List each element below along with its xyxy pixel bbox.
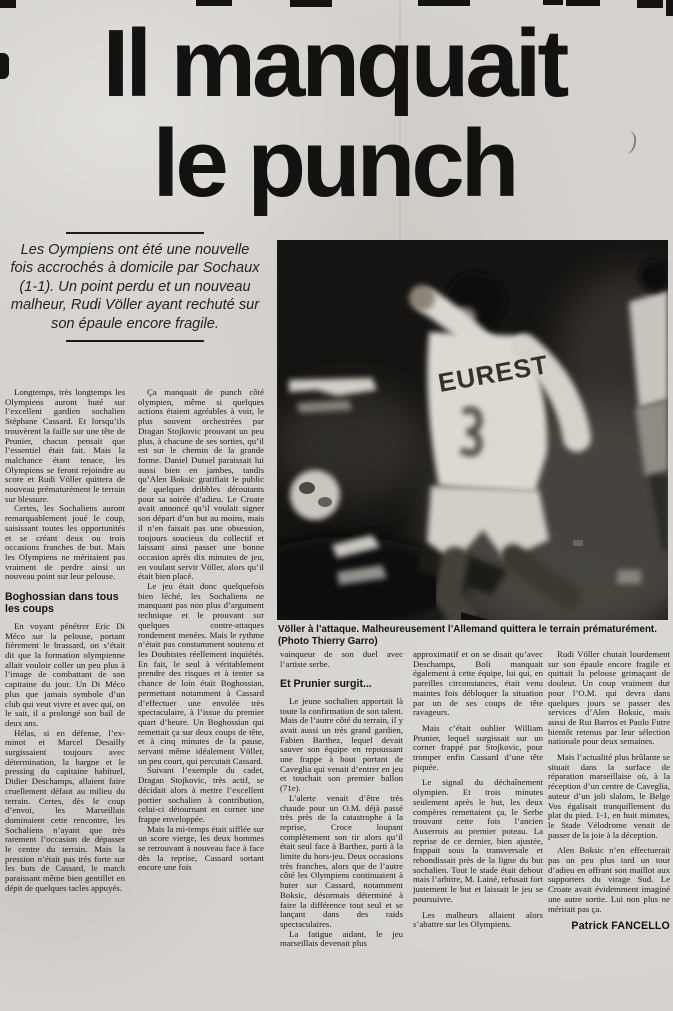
paragraph: L’alerte venait d’être très chaude pour un O.M. déjà passé très près de la catastrophe à la reprise, Croce loupant complètement son tir alors qu’il était seul face à Barthez, parti à la limite du hors-jeu. Deux occasions très franches, alors que de l’autre côté les Olympiens continuaient à buter sur Cassard, notamment Boksic, désormais déterminé à faire la différence tout seul et se lançant dans des raids spectaculaires. bbox=[280, 792, 403, 929]
paragraph: Le jeu était donc quelquefois bien léché, les Sochaliens ne manquant pas non plus d’argument technique et le prouvant sur quelques contre-attaques rondement menées. Mais le rythme n’était pas constamment soutenu et les Doubistes réellement inquiétés. En fait, le seul à véritablement prendre des risques et à tenter sa chance de loin était Boghossian, permettant notamment à Cassard d’effectuer une envolée très spectaculaire, à l’issue du premier quart d’heure. Un Boghossian qui remettait ça sur deux coups de tête, et à cinq minutes de la pause, servant même idéalement Völler, un peu court, qui percutait Cassard. bbox=[138, 581, 264, 766]
paragraph: Ça manquait de punch côté olympien, même si quelques actions étaient agréables à voir, le plus souvent orchestrées par Dragan Stojkovic prouvant un peu plus, à chacune de ses sorties, qu’il est sur le chemin de la grande forme. Daniel Dutuel paraissait lui aussi bien en jambes, tandis qu’Alen Boksic gratifiait le public de quelques dribbles déroutants pour sa soirée d’adieu. Le Croate avait annoncé qu’il voulait signer son départ d’un but au moins, mais il n’en faisait pas une obsession, toujours soucieux du collectif et laissant ainsi passer une bonne occasion après dix minutes de jeu, en voulant servir Völler, alors qu’il était bien placé. bbox=[138, 388, 264, 582]
paragraph: Alen Boksic n’en effectuerait pas un peu plus tard un tour d’adieu en offrant son maillot aux supporters du virage Sud. Le Croate avait évidemment imaginé une autre sortie. Lui non plus ne méritait pas ça. bbox=[548, 845, 670, 914]
paragraph: Les malheurs allaient alors s’abattre sur les Olympiens. bbox=[413, 909, 543, 930]
match-photo bbox=[277, 240, 668, 620]
lead-text: Les Oympiens ont été une nouvelle fois accrochés à domicile par Sochaux (1-1). Un point perdu et un nouveau malheur, Rudi Völler ayant rechuté sur son épaule encore fragile. bbox=[10, 242, 260, 332]
paragraph: Mais c’était oublier William Prunier, lequel surgissait sur un corner frappé par Stojkovic, pour tromper enfin Cassard d’une tête piquée. bbox=[413, 722, 543, 772]
scan-artifact bbox=[0, 0, 16, 8]
paragraph: Suivant l’exemple du cadet, Dragan Stojkovic, très actif, se décidait alors à mettre l’excellent portier sochalien à contribution, celui-ci détournant en corner une frappe enveloppée. bbox=[138, 765, 264, 824]
football bbox=[290, 470, 340, 520]
paragraph: vainqueur de son duel avec l’artiste serbe. bbox=[280, 650, 403, 669]
paragraph: Hélas, si en défense, l’ex-minot et Marcel Desailly surgissaient toujours avec détermination, la hargne et le pressing du capitaine habituel, Didier Deschamps, allaient faire cruellement défaut au milieu du terrain. Certes, dès le coup d’envoi, les Marseillais dominaient cette rencontre, les Sochaliens n’ayant que très rarement l’occasion de dépasser le centre du terrain. Mais la pression n’était pas très forte sur les buts de Cassard, le match paraissant même bien gentillet en dépit de quelques tacles appuyés. bbox=[5, 727, 125, 893]
article-column-4 bbox=[413, 650, 543, 1010]
paragraph: En voyant pénétrer Eric Di Méco sur la pelouse, portant fièrement le brassard, on s’était dit que la formation olympienne allait vouloir coller un peu plus à l’image de combattant de son capitaine du jour. Un Di Méco plus que jamais symbole d’un club qui veut vivre et avec qui, on le sait, il a prolongé son bail de deux ans. bbox=[5, 620, 125, 728]
paragraph: Le signal du déchaînement olympien. Et trois minutes seulement après le but, les deux compères remettaient ça, le Serbe trouvant cette fois l’ancien Auxerrois au premier poteau. La reprise de ce dernier, bien ajustée, frappait sous la transversale et rebondissait près de la ligne du but sochalien. Tout le stade était debout mais l’arbitre, M. Lainé, refusait fort justement le but et laissait le jeu se poursuivre. bbox=[413, 777, 543, 904]
player-fist bbox=[409, 285, 435, 311]
paragraph: La fatigue aidant, le jeu marseillais devenait plus bbox=[280, 928, 403, 949]
scan-artifact bbox=[196, 0, 232, 6]
photo-speck bbox=[617, 570, 641, 584]
paragraph: Mais la mi-temps était sifflée sur un score vierge, les deux hommes se retrouvant à nouveau face à face dès la reprise, Cassard sortant encore une fois bbox=[138, 823, 264, 873]
lead-paragraph bbox=[8, 232, 262, 342]
jersey-sponsor-text: EUREST bbox=[435, 349, 551, 398]
football-patch bbox=[318, 497, 332, 507]
headline-line-2: le punch bbox=[152, 110, 516, 217]
photo-speck bbox=[573, 540, 583, 546]
headline-line-1: Il manquait bbox=[102, 10, 566, 117]
subhead-boghossian: Boghossian dans tous les coups bbox=[5, 591, 119, 616]
football-patch bbox=[299, 482, 315, 494]
scan-artifact bbox=[418, 0, 470, 6]
paragraph: Certes, les Sochaliens auront remarquablement joué le coup, saisissant toutes les opportunités et se créant deux ou trois occasions franches de but. Mais les Olympiens ne méritaient pas vraiment de perdre ainsi un nouveau point sur leur pelouse. bbox=[5, 503, 125, 582]
paragraph: Mais l’actualité plus brûlante se situait dans la surface de réparation marseillaise où, à la réception d’un centre de Caveglia, auteur d’un joli slalom, le Belge Vos égalisait tranquillement du plat du pied. 1-1, en huit minutes, le Stade Vélodrome venait de passer de la joie à la déception. bbox=[548, 752, 670, 840]
page-title bbox=[0, 10, 668, 217]
paragraph: approximatif et on se disait qu’avec Deschamps, Boli manquait également à cette équipe, lui qui, en pareilles circonstances, était venu maintes fois débloquer la situation par un de ses coups de tête ravageurs. bbox=[413, 650, 543, 718]
scan-artifact bbox=[543, 0, 563, 5]
divider-bottom bbox=[66, 340, 204, 342]
article-column-3 bbox=[280, 650, 403, 1010]
divider-top bbox=[66, 232, 204, 234]
scan-artifact bbox=[566, 0, 600, 6]
paragraph: Le jeune sochalien apportait là toute la confirmation de son talent. Mais de l’autre côté du terrain, il y avait aussi un très grand gardien, Fabien Barthez, lequel devait sauver son équipe en repoussant une frappe à bout portant de Caveglia qui venait d’entrer en jeu et touchait son premier ballon (71e). bbox=[280, 695, 403, 794]
photo-caption: Völler à l’attaque. Malheureusement l’Allemand quittera le terrain prématurément. (Photo Thierry Garro) bbox=[278, 624, 657, 647]
scan-artifact bbox=[637, 0, 663, 8]
byline: Patrick FANCELLO bbox=[571, 920, 670, 933]
article-column-2 bbox=[138, 388, 264, 1010]
article-column-5 bbox=[548, 650, 670, 1010]
article-column-1 bbox=[5, 388, 125, 1010]
scan-artifact bbox=[290, 0, 332, 7]
paragraph: Longtemps, très longtemps les Olympiens auront buté sur l’excellent gardien sochalien Stéphane Cassard. Et lorsqu’ils trouvèrent la faille sur une tête de Prunier, chacun pensait que l’essentiel était fait. Mais la malchance étant tenace, les Olympiens se feront rejoindre au score et Rudi Völler quittera de nouveau prématurément le terrain sur blessure. bbox=[5, 388, 125, 504]
paragraph: Rudi Völler chutait lourdement sur son épaule encore fragile et quittait la pelouse grimaçant de douleur. Un coup vraiment dur pour l’O.M. qui devra dans quelques jours se passer des services d’Alen Boksic, mais aussi de Rui Barros et Paolo Futre bientôt retenus par leur sélection nationale pour deux semaines. bbox=[548, 650, 670, 747]
subhead-prunier: Et Prunier surgit... bbox=[280, 678, 372, 691]
match-photo-illustration bbox=[277, 240, 668, 620]
